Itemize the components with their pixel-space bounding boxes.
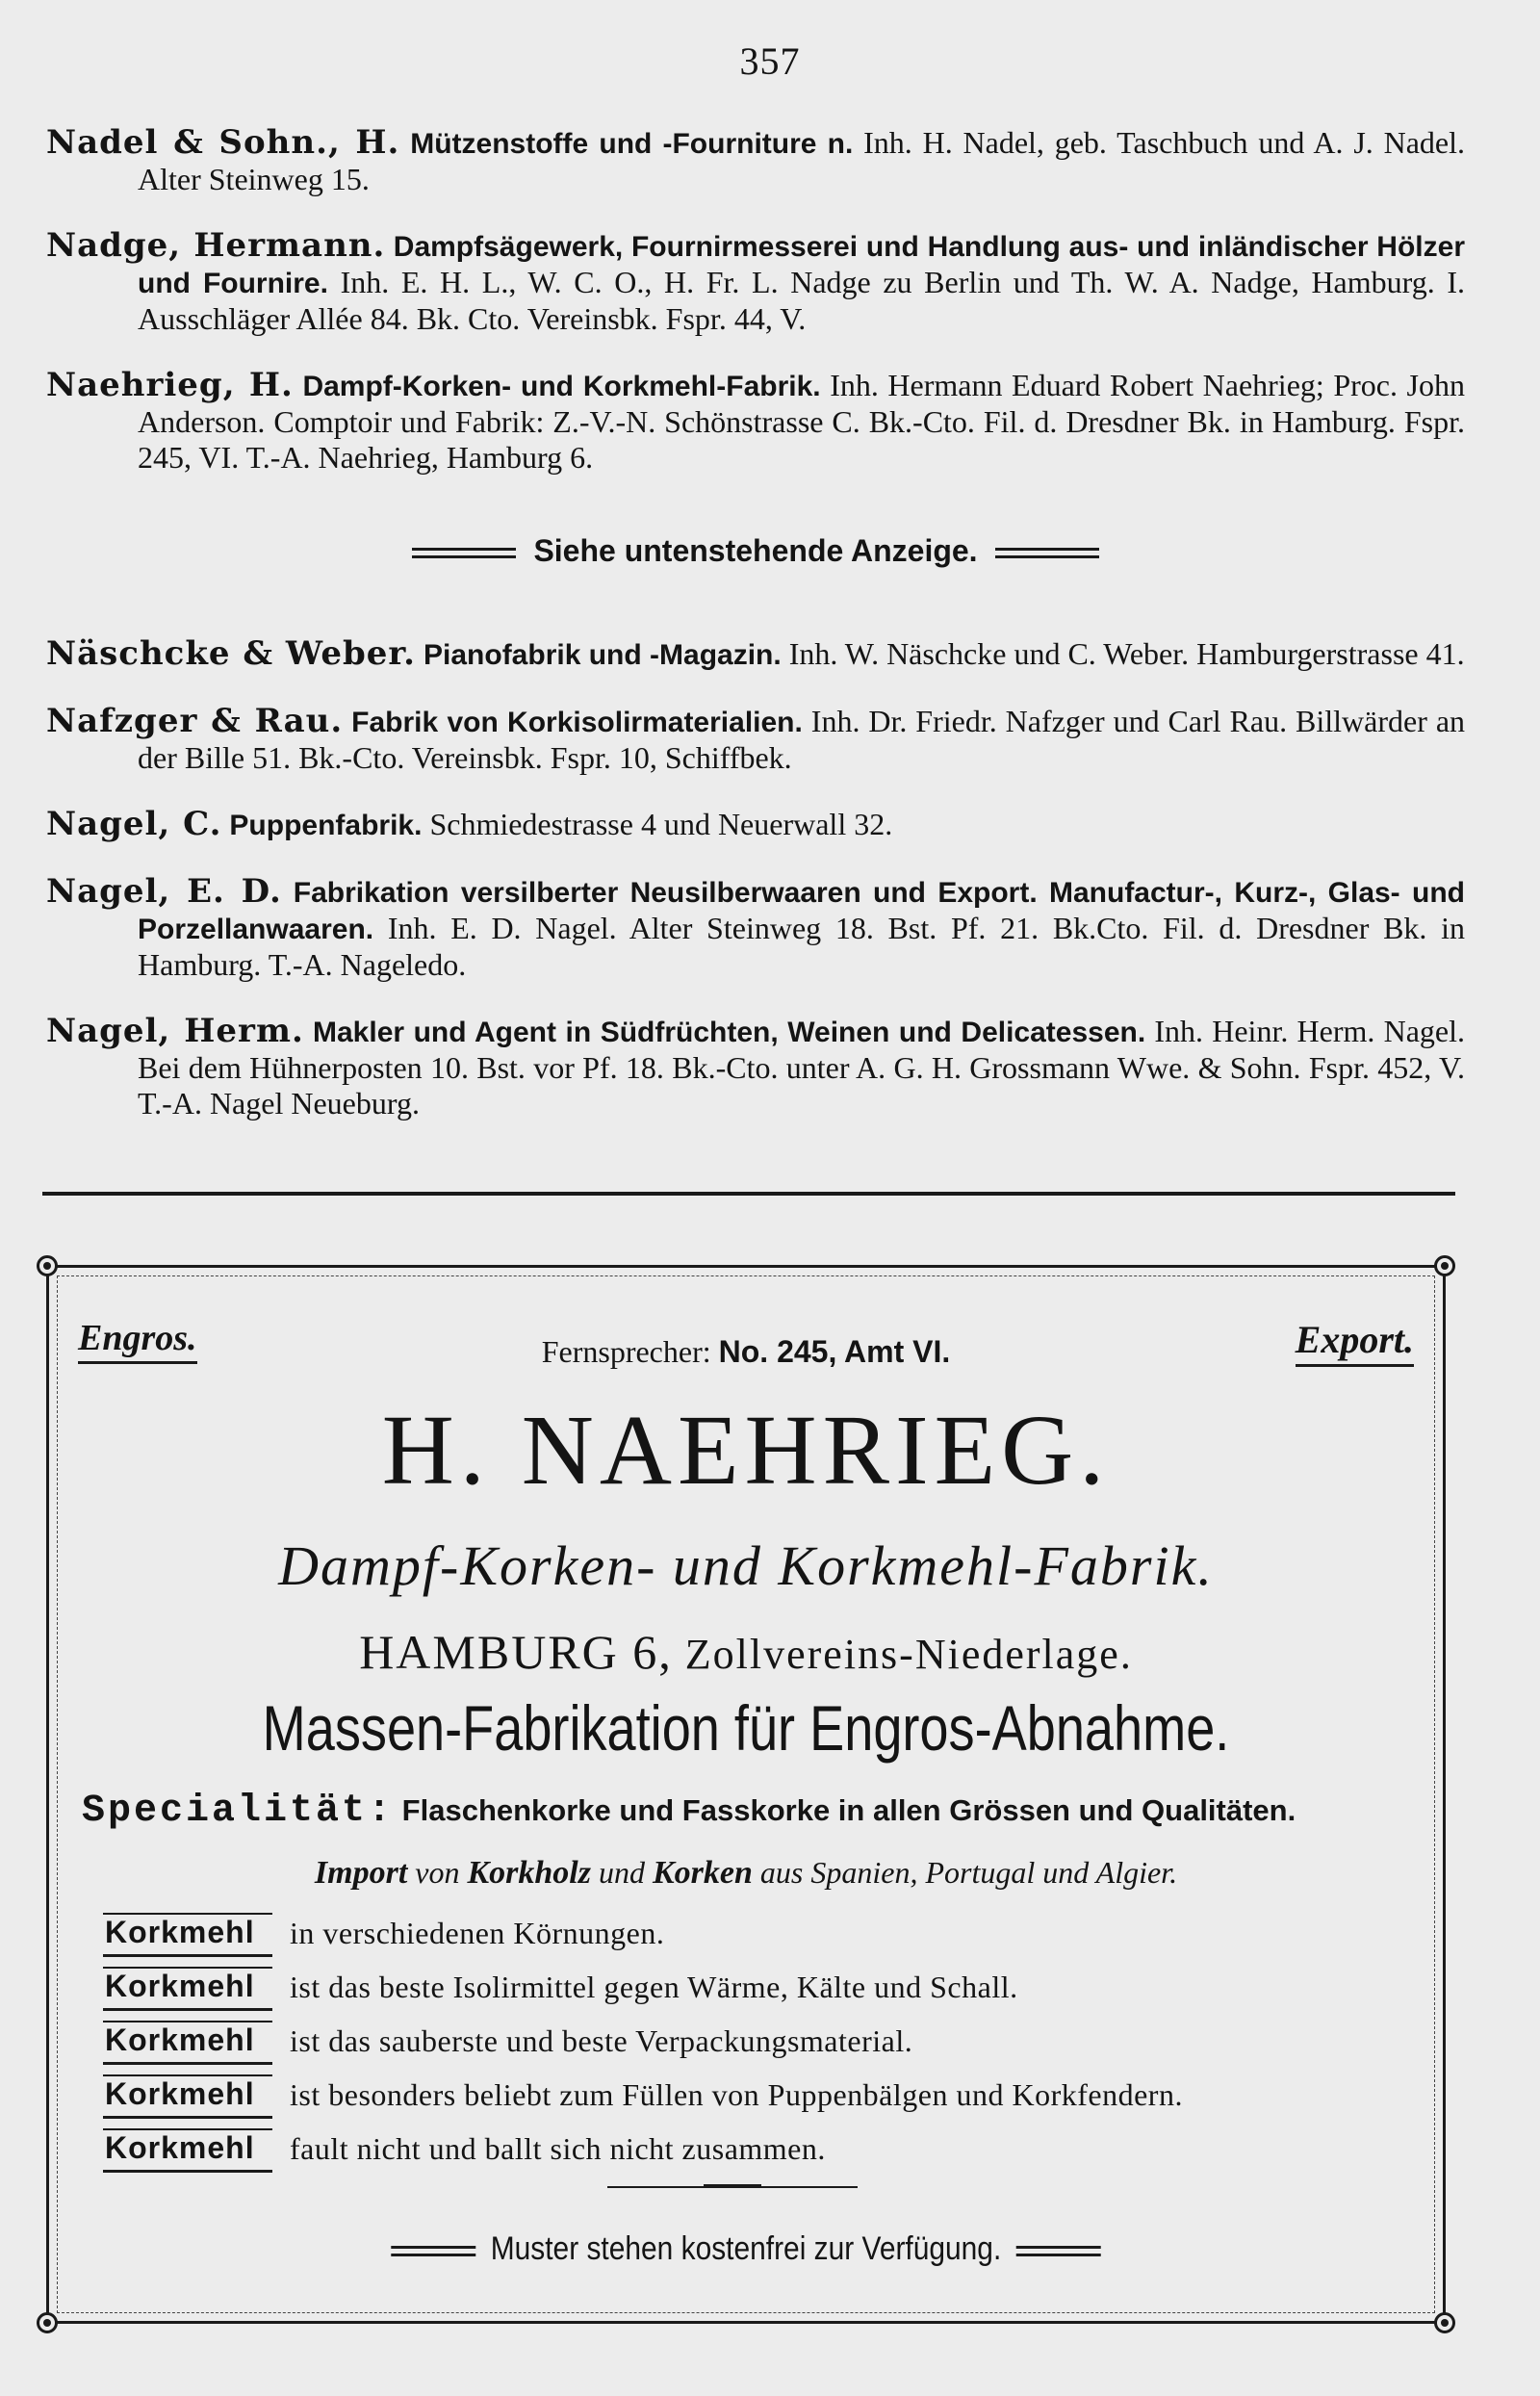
advertisement-box xyxy=(46,1265,1446,2324)
import-korkholz: Korkholz xyxy=(467,1855,591,1891)
import-von: von xyxy=(415,1855,460,1890)
entry-trade: Fabrik von Korkisolirmaterialien. xyxy=(351,707,803,738)
city-detail: Zollvereins-Niederlage. xyxy=(684,1631,1133,1678)
korkmehl-feature-list xyxy=(103,1903,1354,2173)
entry-trade: Puppenfabrik. xyxy=(229,810,423,841)
advertisement-header-row xyxy=(78,1311,1414,1369)
entry-nagel-ed xyxy=(46,874,1465,983)
entry-nafzger-rau xyxy=(46,704,1465,776)
double-rule-left xyxy=(391,2246,475,2256)
company-name: H. NAEHRIEG. xyxy=(381,1395,1111,1506)
entry-trade: Makler und Agent in Südfrüchten, Weinen und Delicatessen. xyxy=(313,1017,1146,1048)
list-item xyxy=(103,1903,1354,1957)
entry-name: Naehrieg, H. xyxy=(46,366,294,404)
entry-nagel-herm xyxy=(46,1014,1465,1121)
speciality-label: Specialität: xyxy=(82,1790,395,1833)
entry-trade: Dampf-Korken- und Korkmehl-Fabrik. xyxy=(302,371,821,402)
phone-line xyxy=(78,1334,1414,1370)
entry-details: Inh. Heinr. Herm. Nagel. Bei dem Hühnerposten 10. Bst. vor Pf. 18. Bk.-Cto. unter A. G. H. Grossmann Wwe. & Sohn. Fspr. 452, V. T.-A. Nagel Neueburg. xyxy=(138,1014,1466,1121)
entry-name: Näschcke & Weber. xyxy=(46,634,417,673)
phone-label: Fernsprecher: xyxy=(541,1334,711,1369)
speciality-text: Flaschenkorke und Fasskorke in allen Grössen und Qualitäten. xyxy=(401,1793,1296,1827)
double-rule-right xyxy=(1016,2246,1101,2256)
double-rule-right xyxy=(995,548,1099,558)
see-ad-text: Siehe untenstehende Anzeige. xyxy=(533,533,978,568)
entry-trade: Fabrikation versilberter Neusilberwaaren und Export. Manufactur-, Kurz-, Glas- und Porzellanwaaren. xyxy=(138,877,1465,945)
corner-ornament-icon xyxy=(37,1255,58,1276)
korkmehl-text: ist das beste Isolirmittel gegen Wärme, Kälte und Schall. xyxy=(290,1970,1018,2004)
speciality-line xyxy=(82,1790,1424,1833)
korkmehl-label: Korkmehl xyxy=(103,2074,272,2119)
import-korken: Korken xyxy=(652,1855,753,1891)
see-advertisement-note xyxy=(46,533,1465,569)
city-name: HAMBURG 6, xyxy=(359,1625,673,1679)
entry-details: Inh. Dr. Friedr. Nafzger und Carl Rau. Billwärder an der Bille 51. Bk.-Cto. Vereinsbk. Fspr. 10, Schiffbek. xyxy=(138,704,1466,775)
corner-ornament-icon xyxy=(1434,2312,1455,2333)
entry-details: Inh. E. H. L., W. C. O., H. Fr. L. Nadge zu Berlin und Th. W. A. Nadge, Hamburg. I. Ausschläger Allée 84. Bk. Cto. Vereinsbk. Fspr. 44, V. xyxy=(138,265,1466,336)
samples-note xyxy=(133,2230,1359,2268)
section-separator-rule xyxy=(42,1192,1455,1196)
ornamental-divider xyxy=(607,2186,858,2188)
entry-name: Nafzger & Rau. xyxy=(46,702,344,740)
entry-trade: Pianofabrik und -Magazin. xyxy=(424,639,782,671)
company-address xyxy=(49,1624,1443,1680)
samples-text: Muster stehen kostenfrei zur Verfügung. xyxy=(490,2230,1002,2267)
double-rule-left xyxy=(412,548,516,558)
export-tag: Export. xyxy=(1296,1317,1414,1367)
entry-trade: Mützenstoffe und -Fourniture n. xyxy=(410,128,854,160)
list-item xyxy=(103,2011,1354,2065)
list-item xyxy=(103,2119,1354,2173)
company-subtitle: Dampf-Korken- und Korkmehl-Fabrik. xyxy=(278,1534,1214,1597)
korkmehl-label: Korkmehl xyxy=(103,2021,272,2065)
entry-nagel-c xyxy=(46,807,1465,843)
korkmehl-label: Korkmehl xyxy=(103,1967,272,2011)
entry-name: Nagel, C. xyxy=(46,805,222,843)
corner-ornament-icon xyxy=(1434,1255,1455,1276)
list-item xyxy=(103,1957,1354,2011)
import-und: und xyxy=(598,1855,645,1890)
entry-nadel-sohn xyxy=(46,125,1465,197)
entry-naschcke-weber xyxy=(46,636,1465,673)
phone-number: No. 245, Amt VI. xyxy=(718,1334,951,1369)
corner-ornament-icon xyxy=(37,2312,58,2333)
korkmehl-text: fault nicht und ballt sich nicht zusammen. xyxy=(290,2131,826,2166)
import-origins: aus Spanien, Portugal und Algier. xyxy=(759,1855,1178,1890)
entry-details: Inh. H. Nadel, geb. Taschbuch und A. J. Nadel. Alter Steinweg 15. xyxy=(138,125,1466,196)
korkmehl-label: Korkmehl xyxy=(103,1913,272,1957)
entry-name: Nagel, Herm. xyxy=(46,1012,304,1050)
import-line xyxy=(49,1855,1443,1892)
entry-details: Inh. E. D. Nagel. Alter Steinweg 18. Bst. Pf. 21. Bk.Cto. Fil. d. Dresdner Bk. in Hamburg. T.-A. Nageledo. xyxy=(138,911,1466,982)
entry-name: Nadge, Hermann. xyxy=(46,226,386,265)
page-number: 357 xyxy=(739,39,801,83)
directory-entries xyxy=(46,125,1465,1127)
korkmehl-text: ist besonders beliebt zum Füllen von Puppenbälgen und Korkfendern. xyxy=(290,2077,1183,2112)
entry-trade: Dampfsägewerk, Fournirmesserei und Handlung aus- und inländischer Hölzer und Fournire. xyxy=(138,231,1465,299)
korkmehl-label: Korkmehl xyxy=(103,2128,272,2173)
entry-details: Inh. Hermann Eduard Robert Naehrieg; Proc. John Anderson. Comptoir und Fabrik: Z.-V.-N. Schönstrasse C. Bk.-Cto. Fil. d. Dresdner Bk. in Hamburg. Fspr. 245, VI. T.-A. Naehrieg, Hamburg 6. xyxy=(138,368,1466,475)
engros-tag: Engros. xyxy=(78,1317,197,1364)
entry-nadge-hermann xyxy=(46,228,1465,337)
list-item xyxy=(103,2065,1354,2119)
entry-details: Inh. W. Näschcke und C. Weber. Hamburgerstrasse 41. xyxy=(788,636,1465,671)
korkmehl-text: in verschiedenen Körnungen. xyxy=(290,1916,665,1950)
import-word: Import xyxy=(314,1855,408,1891)
korkmehl-text: ist das sauberste und beste Verpackungsmaterial. xyxy=(290,2023,913,2058)
entry-name: Nadel & Sohn., H. xyxy=(46,123,400,162)
entry-details: Schmiedestrasse 4 und Neuerwall 32. xyxy=(429,807,893,841)
entry-naehrieg xyxy=(46,368,1465,476)
entry-name: Nagel, E. D. xyxy=(46,872,282,911)
advertisement-headline: Massen-Fabrikation für Engros-Abnahme. xyxy=(262,1692,1230,1764)
